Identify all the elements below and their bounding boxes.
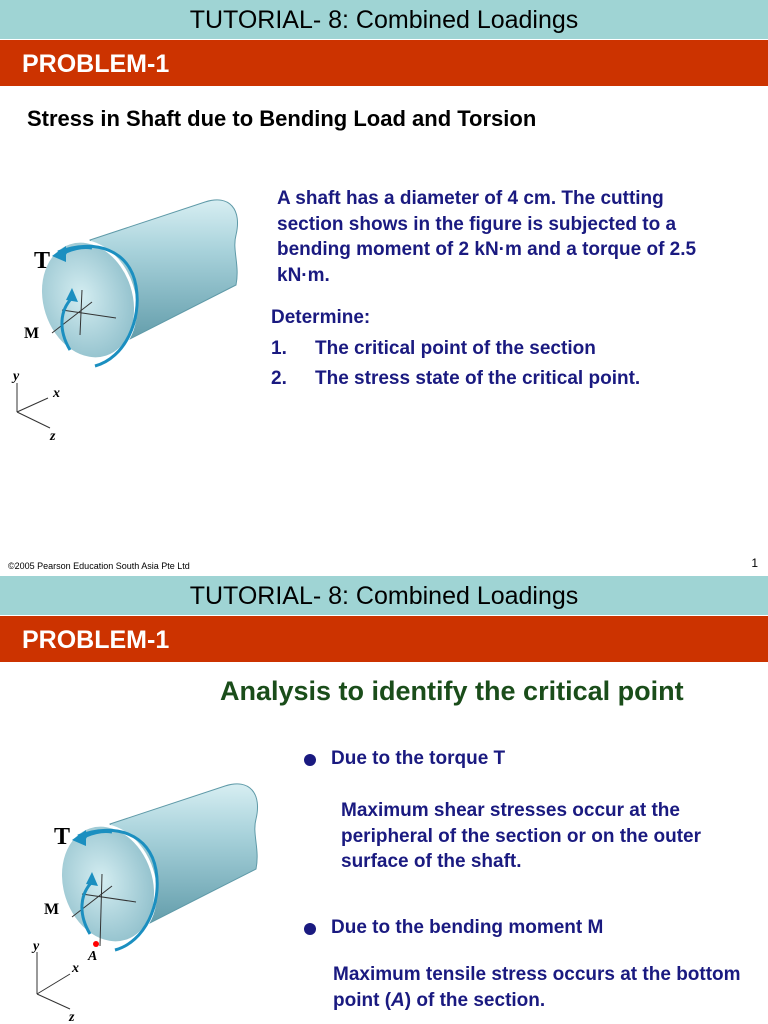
axis-z-label: z (50, 429, 56, 444)
point-a-label: A (88, 949, 98, 964)
problem-label: PROBLEM-1 (0, 40, 768, 86)
copyright: ©2005 Pearson Education South Asia Pte Ltd (8, 561, 190, 571)
bullet-heading-torque: Due to the torque T (331, 748, 506, 769)
step-2 (271, 368, 640, 390)
slide-title: TUTORIAL- 8: Combined Loadings (0, 576, 768, 615)
page-number: 1 (751, 556, 758, 570)
moment-text-before: Maximum tensile stress occurs at the bottom point ( (333, 964, 741, 1011)
moment-label: M (44, 901, 60, 918)
axis-z-label: z (69, 1010, 75, 1024)
slide-title: TUTORIAL- 8: Combined Loadings (0, 0, 768, 39)
step-1 (271, 338, 596, 360)
determine-label: Determine: (271, 307, 371, 328)
torque-label: T (34, 248, 51, 274)
torque-label: T (54, 824, 71, 850)
moment-label: M (24, 325, 40, 342)
moment-text-after: ) of the section. (404, 989, 546, 1011)
shaft-figure (20, 774, 290, 1024)
bullet-heading-moment: Due to the bending moment M (331, 917, 604, 938)
torque-explanation: Maximum shear stresses occur at the peripheral of the section or on the outer surface of the shaft. (341, 800, 701, 872)
axis-y-label: y (13, 369, 20, 384)
step-number: 2. (271, 368, 287, 389)
axis-x-label: x (53, 386, 60, 401)
point-a-inline: A (391, 989, 405, 1011)
shaft-figure (0, 190, 260, 450)
axis-x-label: x (72, 961, 79, 976)
bullet-dot (304, 923, 316, 935)
axis-y-label: y (33, 939, 40, 954)
bullet-dot (304, 754, 316, 766)
step-text: The critical point of the section (315, 338, 596, 359)
critical-point-marker (93, 941, 99, 947)
problem-description: A shaft has a diameter of 4 cm. The cutting section shows in the figure is subjected to a bending moment of 2 kN·m and a torque of 2.5 kN·m. (277, 188, 697, 286)
slide-2 (0, 576, 768, 1024)
moment-explanation (333, 962, 743, 1013)
slide-subtitle: Analysis to identify the critical point (220, 676, 684, 706)
problem-label: PROBLEM-1 (0, 616, 768, 662)
step-text: The stress state of the critical point. (315, 368, 641, 389)
slide-subtitle: Stress in Shaft due to Bending Load and Torsion (27, 106, 537, 131)
step-number: 1. (271, 338, 287, 359)
